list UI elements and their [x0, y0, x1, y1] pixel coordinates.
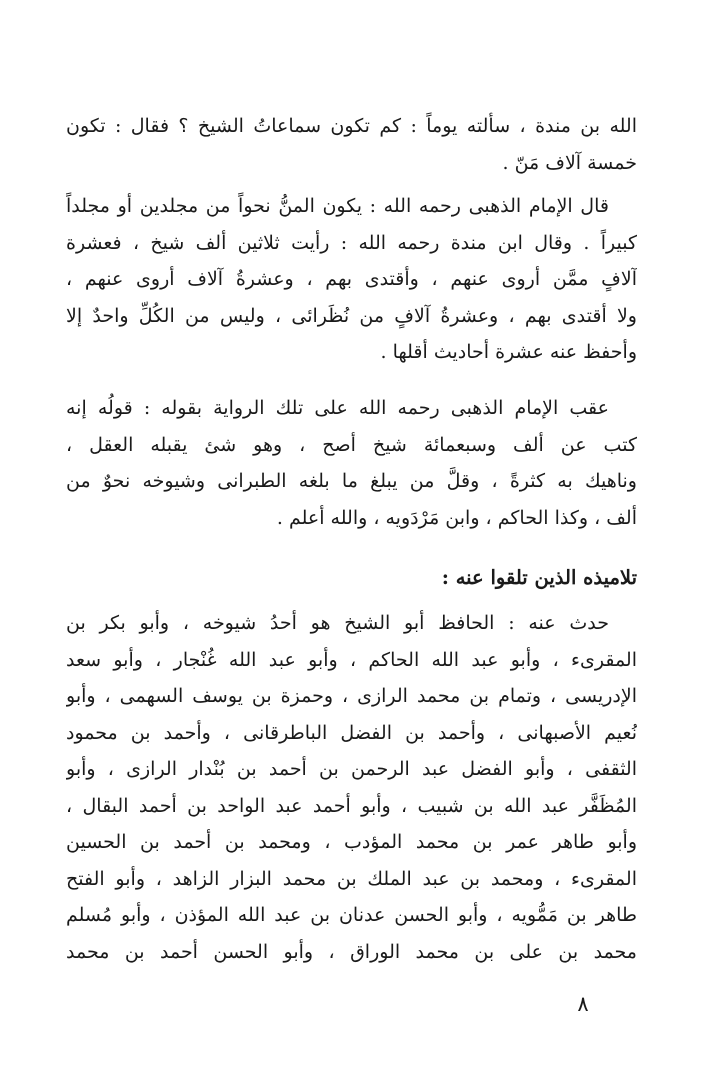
text-line: المُظَفَّر عبد الله بن شبيب ، وأبو أحمد عبد الواحد بن أحمد البقال ، [66, 794, 637, 817]
paragraph-4 [66, 605, 637, 970]
text-line: الثقفى ، وأبو الفضل عبد الرحمن بن أحمد بن بُنْدار الرازى ، وأبو [66, 758, 637, 780]
text-line: عقب الإمام الذهبى رحمه الله على تلك الرواية بقوله : قولُه إنه [66, 397, 609, 419]
text-line: قال الإمام الذهبى رحمه الله : يكون المنُّ نحواً من مجلدين أو مجلداً [66, 195, 609, 217]
text-line: محمد بن على بن محمد الوراق ، وأبو الحسن أحمد بن محمد [66, 940, 637, 963]
paragraph-3 [66, 390, 637, 536]
text-line: وناهيك به كثرةً ، وقلَّ من يبلغ ما بلغه الطبرانى وشيوخه نحوٌ من [66, 470, 637, 492]
text-line: المقرىء ، وأبو عبد الله الحاكم ، وأبو عبد الله غُنْجار ، وأبو سعد [66, 648, 637, 671]
text-line: كبيراً . وقال ابن مندة رحمه الله : رأيت ثلاثين ألف شيخ ، فعشرة [66, 231, 637, 254]
text-line: كتب عن ألف وسبعمائة شيخ أصح ، وهو شئ يقبله العقل ، [66, 433, 637, 456]
text-line: طاهر بن مَمُّويه ، وأبو الحسن عدنان بن عبد الله المؤذن ، وأبو مُسلم [66, 904, 637, 926]
section-heading [66, 560, 637, 597]
text-line: المقرىء ، ومحمد بن عبد الملك بن محمد البزار الزاهد ، وأبو الفتح [66, 867, 637, 890]
text-line: حدث عنه : الحافظ أبو الشيخ هو أحدُ شيوخه ، وأبو بكر بن [66, 612, 609, 634]
text-line: الله بن مندة ، سألته يوماً : كم تكون سماعاتُ الشيخ ؟ فقال : تكون [66, 115, 637, 137]
text-line: ألف ، وكذا الحاكم ، وابن مَرْدَويه ، والله أعلم . [276, 506, 637, 529]
paragraph-2 [66, 188, 637, 371]
heading-text: تلاميذه الذين تلقوا عنه : [441, 566, 637, 589]
text-line: خمسة آلاف مَنّ . [502, 151, 637, 174]
paragraph-1 [66, 108, 637, 181]
page-number: ٨ [577, 992, 589, 1016]
text-line: نُعيم الأصبهانى ، وأحمد بن الفضل الباطرقانى ، وأحمد بن محمود [66, 721, 637, 744]
text-line: ولا أقتدى بهم ، وعشرةُ آلافٍ من نُظَرائى ، وليس من الكُلِّ واحدٌ إلا [66, 304, 637, 327]
text-line: الإدريسى ، وتمام بن محمد الرازى ، وحمزة بن يوسف السهمى ، وأبو [66, 685, 637, 707]
text-line: وأحفظ عنه عشرة أحاديث أقلها . [380, 341, 637, 363]
text-line: آلافٍ ممَّن أروى عنهم ، وأقتدى بهم ، وعشرةُ آلاف أروى عنهم ، [66, 268, 637, 290]
text-line: وأبو طاهر عمر بن محمد المؤدب ، ومحمد بن أحمد بن الحسين [66, 831, 637, 853]
